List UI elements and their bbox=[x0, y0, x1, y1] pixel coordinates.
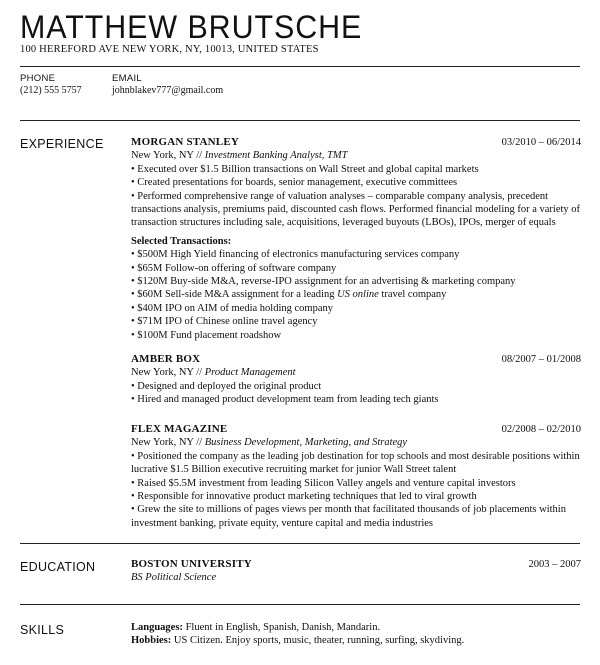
email-label: EMAIL bbox=[112, 73, 143, 84]
job-role-line bbox=[131, 366, 581, 379]
phone-block bbox=[20, 73, 82, 97]
list-item: • Performed comprehensive range of valuation analyses – comparable company analysis, precedent transactions analysis, premiums paid, discounted cash flows. Performed financial modeling for a variety of transaction structures including sale, acquisitions, leveraged buyouts (LBOs), IPOs, merger of equals bbox=[131, 190, 581, 229]
divider bbox=[20, 604, 580, 605]
hobbies-label: Hobbies: bbox=[131, 635, 172, 647]
job-dates: 08/2007 – 01/2008 bbox=[501, 354, 581, 365]
languages-label: Languages: bbox=[131, 622, 183, 633]
job-title: Product Management bbox=[204, 367, 296, 379]
company-name: MORGAN STANLEY bbox=[131, 136, 240, 148]
job-location: New York, NY // bbox=[131, 150, 203, 162]
list-item: • Raised $5.5M investment from leading Silicon Valley angels and venture capital investors bbox=[131, 477, 516, 489]
education-dates: 2003 – 2007 bbox=[528, 559, 581, 570]
job-role-line bbox=[131, 436, 581, 449]
education-title: EDUCATION bbox=[20, 560, 96, 574]
list-item: • Grew the site to millions of pages views per month that facilitated thousands of job placements within investment banking, private equity, venture capital and media industries bbox=[131, 504, 566, 529]
email-value[interactable]: johnblakev777@gmail.com bbox=[112, 85, 224, 96]
skills-title: SKILLS bbox=[20, 623, 65, 637]
experience-title: EXPERIENCE bbox=[20, 137, 104, 151]
list-item bbox=[131, 288, 581, 301]
list-item: • $120M Buy-side M&A, reverse-IPO assignment for an advertising & marketing company bbox=[131, 276, 516, 288]
list-item: • Executed over $1.5 Billion transactions on Wall Street and global capital markets bbox=[131, 163, 479, 175]
transaction-text: • $60M Sell-side M&A assignment for a leading bbox=[131, 289, 338, 301]
education-entry bbox=[131, 558, 581, 585]
company-name: AMBER BOX bbox=[131, 353, 201, 365]
list-item: • $65M Follow-on offering of software company bbox=[131, 262, 337, 274]
skills-entry bbox=[131, 621, 581, 648]
list-item: • $40M IPO on AIM of media holding company bbox=[131, 302, 333, 314]
company-name: FLEX MAGAZINE bbox=[131, 423, 228, 435]
job-title: Investment Banking Analyst, TMT bbox=[204, 150, 348, 162]
hobbies-line bbox=[131, 634, 581, 647]
job-amber-box bbox=[131, 353, 581, 407]
job-role-line bbox=[131, 149, 581, 162]
list-item: • Created presentations for boards, senior management, executive committees bbox=[131, 177, 458, 189]
job-location: New York, NY // bbox=[131, 367, 203, 379]
phone-value: (212) 555 5757 bbox=[20, 85, 82, 96]
divider bbox=[20, 543, 580, 544]
list-item: • $71M IPO of Chinese online travel agency bbox=[131, 316, 318, 328]
email-block bbox=[112, 73, 223, 97]
divider bbox=[20, 120, 580, 121]
degree: BS Political Science bbox=[131, 572, 217, 584]
list-item: • Positioned the company as the leading job destination for top schools and most desirable positions within lucrative $1.5 Billion executive recruiting market for junior Wall Street talent bbox=[131, 450, 580, 476]
address: 100 HEREFORD AVE NEW YORK, NY, 10013, UNITED STATES bbox=[20, 44, 319, 55]
list-item: • Hired and managed product development team from leading tech giants bbox=[131, 394, 439, 406]
job-morgan-stanley bbox=[131, 136, 581, 342]
job-dates: 03/2010 – 06/2014 bbox=[501, 137, 581, 148]
list-item: • $100M Fund placement roadshow bbox=[131, 329, 282, 341]
school-name: BOSTON UNIVERSITY bbox=[131, 558, 252, 570]
transaction-text: travel company bbox=[378, 289, 447, 301]
phone-label: PHONE bbox=[20, 73, 56, 84]
job-title: Business Development, Marketing, and Strategy bbox=[204, 437, 408, 449]
selected-transactions-heading: Selected Transactions: bbox=[131, 235, 232, 247]
transaction-emphasis: US online bbox=[337, 289, 379, 301]
job-location: New York, NY // bbox=[131, 437, 203, 449]
divider bbox=[20, 66, 580, 67]
list-item: • Responsible for innovative product marketing techniques that led to viral growth bbox=[131, 491, 477, 503]
job-dates: 02/2008 – 02/2010 bbox=[501, 424, 581, 435]
languages-line bbox=[131, 621, 581, 634]
resume-name: MATTHEW BRUTSCHE bbox=[20, 9, 363, 45]
list-item: • $500M High Yield financing of electronics manufacturing services company bbox=[131, 249, 460, 261]
list-item: • Designed and deployed the original product bbox=[131, 380, 322, 392]
hobbies-value: US Citizen. Enjoy sports, music, theater, running, surfing, skydiving. bbox=[171, 635, 465, 647]
job-flex-magazine bbox=[131, 423, 581, 530]
languages-value: Fluent in English, Spanish, Danish, Mandarin. bbox=[182, 622, 381, 633]
